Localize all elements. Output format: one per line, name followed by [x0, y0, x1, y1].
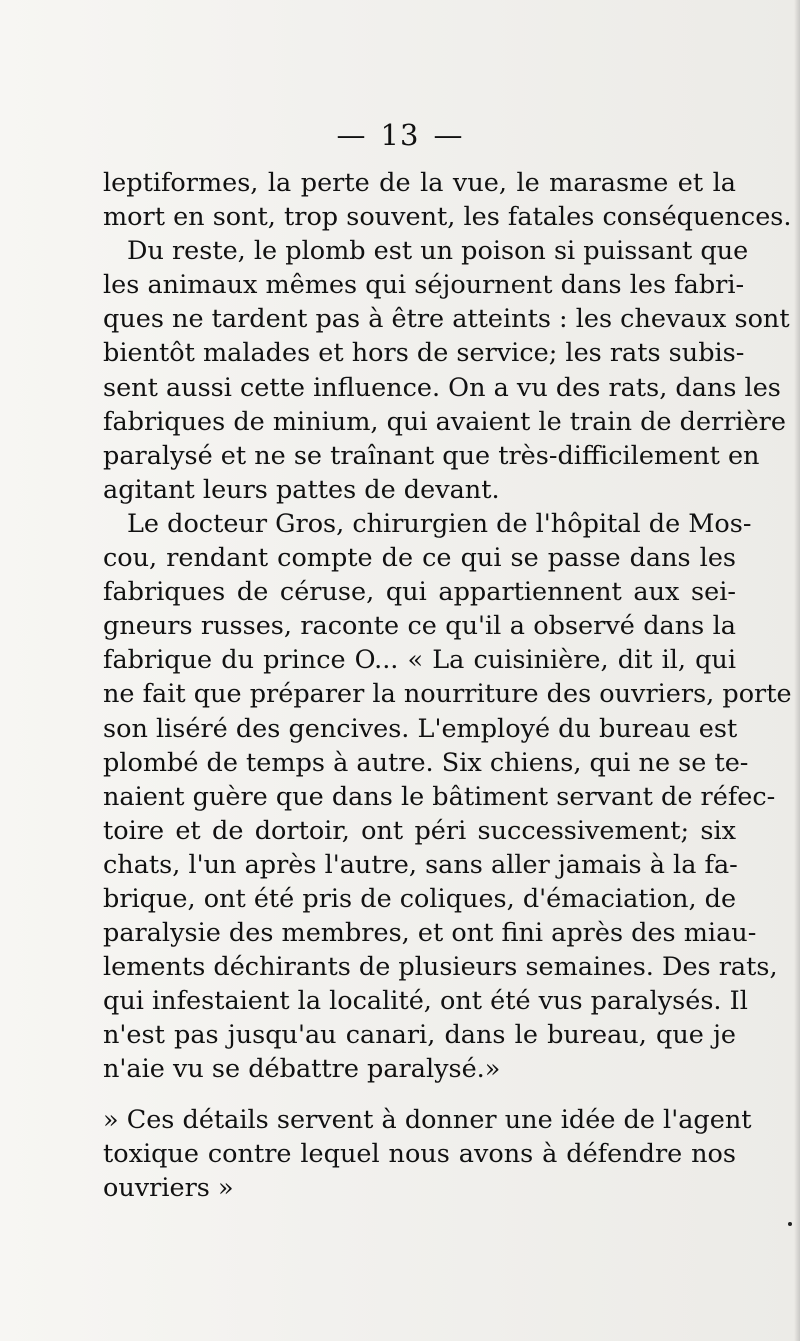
text-line: ouvriers »: [103, 1172, 234, 1203]
page-number-dash-left: —: [336, 118, 367, 152]
text-line: naient guère que dans le bâtiment servant de réfec-: [103, 781, 776, 812]
page-number: [0, 118, 800, 152]
text-line: n'est pas jusqu'au canari, dans le bureau, que je: [103, 1020, 736, 1051]
text-line: paralysie des membres, et ont fini après des miau-: [103, 918, 757, 949]
text-line: plombé de temps à autre. Six chiens, qui ne se te-: [103, 747, 749, 778]
text-line: agitant leurs pattes de devant.: [103, 474, 500, 505]
text-line: leptiformes, la perte de la vue, le marasme et la: [103, 168, 736, 198]
body-text: [103, 166, 792, 1205]
text-line: brique, ont été pris de coliques, d'émaciation, de: [103, 883, 737, 914]
text-line: Le docteur Gros, chirurgien de l'hôpital de Mos-: [127, 508, 752, 539]
text-line: toxique contre lequel nous avons à défendre nos: [103, 1138, 736, 1169]
text-line: » Ces détails servent à donner une idée de l'agent: [103, 1104, 752, 1135]
text-line: ne fait que préparer la nourriture des ouvriers, porte: [103, 679, 792, 710]
text-line: qui infestaient la localité, ont été vus paralysés. Il: [103, 986, 748, 1017]
text-line: gneurs russes, raconte ce qu'il a observé dans la: [103, 611, 736, 642]
text-line: fabrique du prince O... « La cuisinière, dit il, qui: [103, 645, 736, 676]
text-line: les animaux mêmes qui séjournent dans les fabri-: [103, 270, 745, 301]
text-line: mort en sont, trop souvent, les fatales conséquences.: [103, 202, 792, 233]
text-line: toire et de dortoir, ont péri successivement; six: [103, 815, 736, 846]
text-line: ques ne tardent pas à être atteints : les chevaux sont: [103, 304, 790, 335]
text-line: chats, l'un après l'autre, sans aller jamais à la fa-: [103, 849, 738, 880]
text-line: sent aussi cette influence. On a vu des rats, dans les: [103, 372, 781, 403]
paragraph-gap: [103, 1087, 736, 1103]
text-line: son liséré des gencives. L'employé du bureau est: [103, 713, 738, 744]
ink-speck: [788, 1222, 792, 1226]
text-line: fabriques de minium, qui avaient le train de derrière: [103, 406, 786, 437]
text-line: n'aie vu se débattre paralysé.»: [103, 1054, 501, 1085]
text-line: cou, rendant compte de ce qui se passe dans les: [103, 543, 736, 574]
text-line: Du reste, le plomb est un poison si puissant que: [127, 236, 749, 267]
text-line: bientôt malades et hors de service; les rats subis-: [103, 338, 745, 369]
page-number-dash-right: —: [433, 118, 464, 152]
text-line: fabriques de céruse, qui appartiennent aux sei-: [103, 577, 736, 608]
page-edge-shadow: [794, 0, 800, 1341]
text-line: lements déchirants de plusieurs semaines. Des rats,: [103, 952, 778, 983]
page-number-value: 13: [380, 118, 420, 152]
text-line: paralysé et ne se traînant que très-difficilement en: [103, 440, 760, 471]
